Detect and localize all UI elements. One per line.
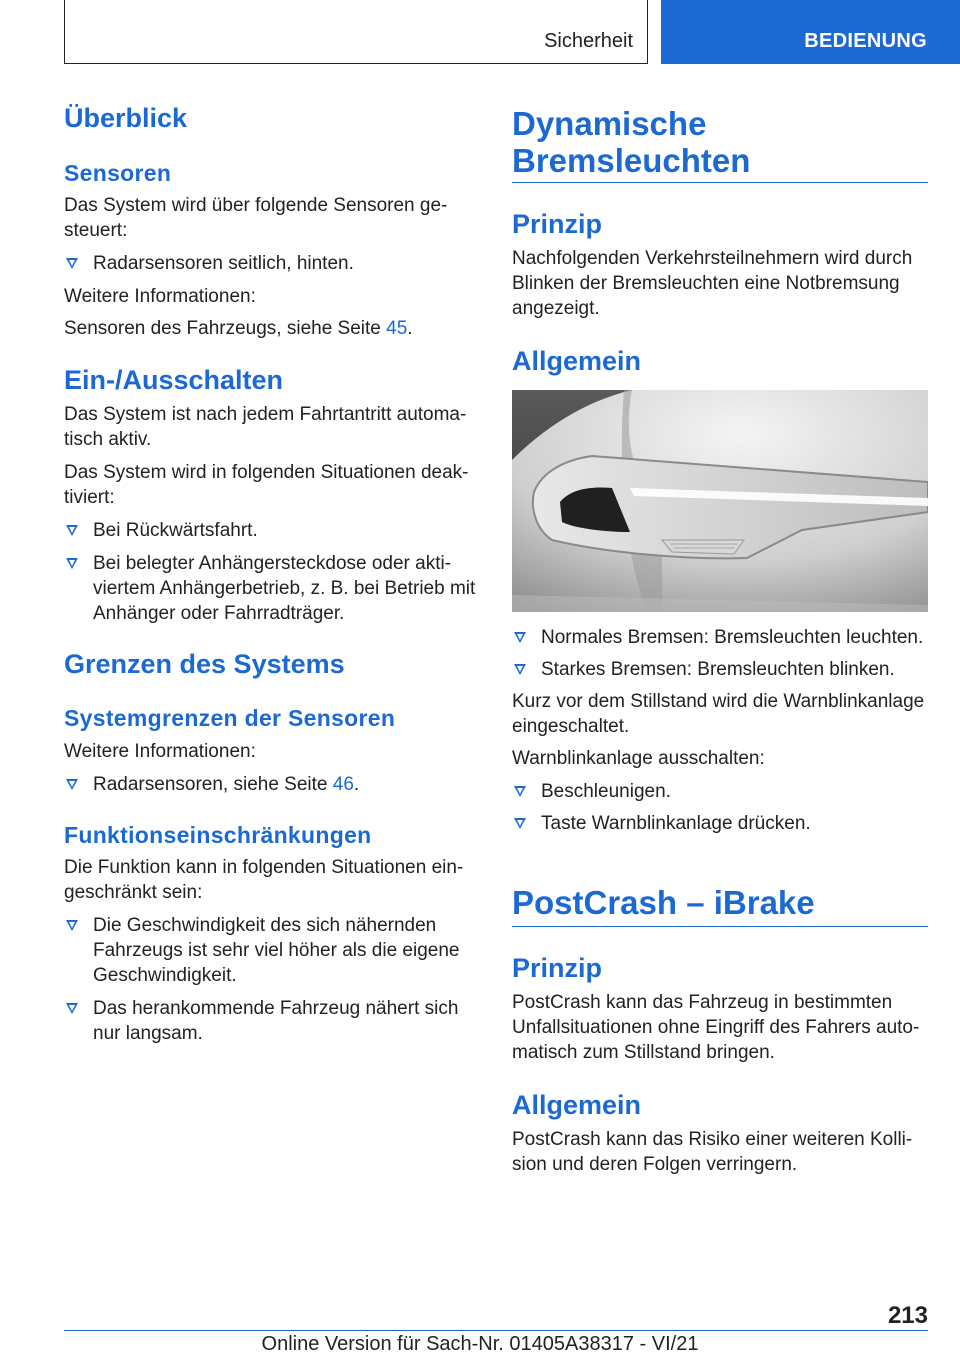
list-item: Beschleunigen. bbox=[512, 779, 928, 804]
list-item: Bei belegter Anhängersteckdose oder akti- viertem Anhängerbetrieb, z. B. bei Betrieb mit Anhänger oder Fahrradträger. bbox=[64, 551, 484, 626]
sensors-reference: Sensoren des Fahrzeugs, siehe Seite 45. bbox=[64, 318, 413, 339]
bullet-triangle-icon bbox=[514, 664, 526, 675]
sensors-intro: Das System wird über folgende Sensoren ge- steuert: bbox=[64, 195, 448, 241]
footer-rule bbox=[64, 1330, 928, 1331]
footer-version-text: Online Version für Sach-Nr. 01405A38317 - VI/21 bbox=[261, 1333, 699, 1355]
bullet-triangle-icon bbox=[66, 779, 78, 790]
restrictions-intro: Die Funktion kann in folgenden Situationen ein- geschränkt sein: bbox=[64, 857, 464, 903]
bullet-triangle-icon bbox=[514, 786, 526, 797]
header-section-box bbox=[64, 0, 648, 64]
dyn-paragraph-2: Warnblinkanlage ausschalten: bbox=[512, 748, 765, 769]
list-item: Die Geschwindigkeit des sich nähernden Fahrzeugs ist sehr viel höher als die eigene Geschwindigkeit. bbox=[64, 913, 484, 988]
list-item: Taste Warnblinkanlage drücken. bbox=[512, 811, 928, 836]
postcrash-principle-text: PostCrash kann das Fahrzeug in bestimmten Unfallsituationen ohne Eingriff des Fahrers auto- matisch zum Stillstand bringen. bbox=[512, 992, 920, 1063]
heading-sensor-limits: Systemgrenzen der Sensoren bbox=[64, 705, 396, 731]
bullet-triangle-icon bbox=[66, 1003, 78, 1014]
heading-overview: Überblick bbox=[64, 103, 188, 133]
bullet-triangle-icon bbox=[514, 632, 526, 643]
header-chapter-label: BEDIENUNG bbox=[804, 30, 927, 52]
heading-principle: Prinzip bbox=[512, 953, 603, 983]
heading-underline bbox=[512, 926, 928, 927]
list-item: Starkes Bremsen: Bremsleuchten blinken. bbox=[512, 657, 928, 682]
list-item: Radarsensoren seitlich, hinten. bbox=[64, 251, 484, 276]
list-item: Radarsensoren, siehe Seite 46. bbox=[64, 772, 484, 797]
principle-text: Nachfolgenden Verkehrsteilnehmern wird durch Blinken der Bremsleuchten eine Notbremsung angezeigt. bbox=[512, 248, 913, 319]
dyn-paragraph-1: Kurz vor dem Stillstand wird die Warnblinkanlage eingeschaltet. bbox=[512, 691, 925, 737]
bullet-triangle-icon bbox=[66, 558, 78, 569]
heading-sensors: Sensoren bbox=[64, 160, 172, 186]
heading-on-off: Ein-/Ausschalten bbox=[64, 365, 284, 395]
postcrash-general-text: PostCrash kann das Risiko einer weiteren Kolli- sion und deren Folgen verringern. bbox=[512, 1129, 913, 1175]
list-item: Bei Rückwärtsfahrt. bbox=[64, 518, 484, 543]
bullet-triangle-icon bbox=[66, 258, 78, 269]
heading-principle: Prinzip bbox=[512, 209, 603, 239]
page-link-45[interactable]: 45 bbox=[386, 318, 408, 339]
page-number: 213 bbox=[887, 1302, 928, 1329]
brake-light-photo bbox=[512, 390, 928, 612]
header-chapter-tab bbox=[661, 0, 960, 64]
header-section-title: Sicherheit bbox=[544, 30, 633, 52]
heading-general: Allgemein bbox=[512, 1090, 642, 1120]
heading-function-restrictions: Funktionseinschränkungen bbox=[64, 822, 372, 848]
heading-system-limits: Grenzen des Systems bbox=[64, 649, 345, 679]
list-item: Das herankommende Fahrzeug nähert sich nur langsam. bbox=[64, 996, 484, 1046]
onoff-paragraph-2: Das System wird in folgenden Situationen deak- tiviert: bbox=[64, 462, 469, 508]
limits-more-info: Weitere Informationen: bbox=[64, 741, 256, 762]
heading-dynamic-brake-lights: Dynamische Bremsleuchten bbox=[512, 105, 751, 179]
bullet-triangle-icon bbox=[66, 525, 78, 536]
heading-general: Allgemein bbox=[512, 346, 642, 376]
list-item: Normales Bremsen: Bremsleuchten leuchten. bbox=[512, 625, 928, 650]
heading-postcrash-ibrake: PostCrash – iBrake bbox=[512, 884, 815, 921]
bullet-triangle-icon bbox=[514, 818, 526, 829]
sensors-more-info: Weitere Informationen: bbox=[64, 286, 256, 307]
onoff-paragraph-1: Das System ist nach jedem Fahrtantritt automa- tisch aktiv. bbox=[64, 404, 467, 450]
page-link-46[interactable]: 46 bbox=[332, 774, 354, 795]
bullet-triangle-icon bbox=[66, 920, 78, 931]
heading-underline bbox=[512, 182, 928, 183]
